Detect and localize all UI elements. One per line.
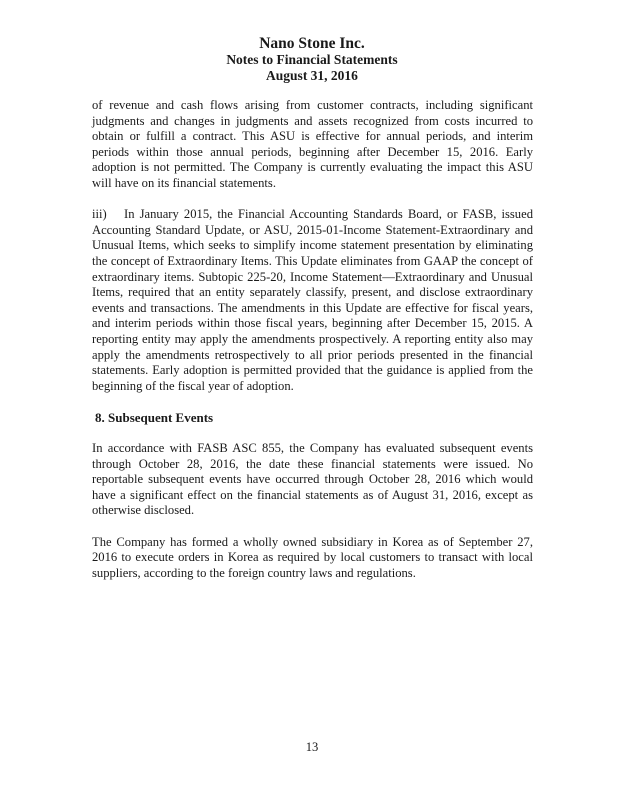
page-header [0, 35, 624, 84]
section-heading-subsequent-events: 8. Subsequent Events [95, 409, 214, 425]
subsequent-events-paragraph-2: The Company has formed a wholly owned subsidiary in Korea as of September 27, 2016 to execute orders in Korea as required by local customers to transact with local suppliers, according to the foreign country laws and regulations. [92, 534, 533, 580]
subsequent-events-paragraph-1: In accordance with FASB ASC 855, the Company has evaluated subsequent events through October 28, 2016, the date these financial statements were issued. No reportable subsequent events have occurred through October 28, 2016 which would have a significant effect on the financial statements as of August 31, 2016, except as otherwise disclosed. [92, 441, 533, 518]
asu-continuation-paragraph: of revenue and cash flows arising from customer contracts, including significant judgments and changes in judgments and assets recognized from costs incurred to obtain or fulfill a contract. This ASU is effective for annual periods, and interim periods within those annual periods, beginning after December 15, 2016. Early adoption is not permitted. The Company is currently evaluating the impact this ASU will have on its financial statements. [92, 98, 533, 190]
page-number: 13 [305, 740, 319, 754]
item-iii-paragraph [92, 207, 533, 394]
statement-date: August 31, 2016 [266, 68, 358, 83]
item-iii-marker: iii) [92, 207, 107, 222]
company-name: Nano Stone Inc. [259, 35, 365, 52]
item-iii-text: In January 2015, the Financial Accounting Standards Board, or FASB, issued Accounting Standard Update, or ASU, 2015-01-Income Statement-Extraordinary and Unusual Items, which seeks to simplify income statement presentation by eliminating the concept of Extraordinary Items. This Update eliminates from GAAP the concept of extraordinary items. Subtopic 225-20, Income Statement—Extraordinary and Unusual Items, required that an entity separately classify, present, and disclose extraordinary events and transactions. The amendments in this Update are effective for fiscal years, and interim periods within those fiscal years, beginning after December 15, 2015. A reporting entity may apply the amendments prospectively. A reporting entity also may apply the amendments retrospectively to all prior periods presented in the financial statements. Early adoption is permitted provided that the guidance is applied from the beginning of the fiscal year of adoption. [92, 207, 533, 393]
document-body [92, 98, 533, 597]
document-subtitle: Notes to Financial Statements [226, 52, 398, 67]
